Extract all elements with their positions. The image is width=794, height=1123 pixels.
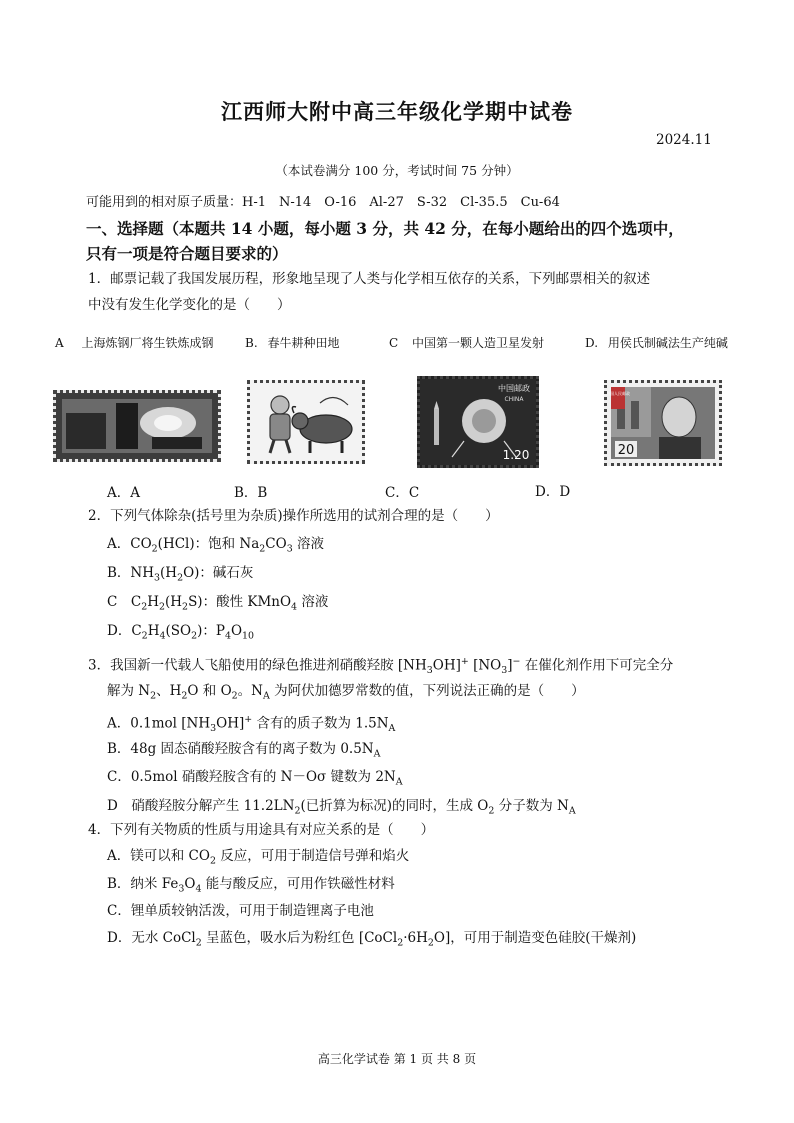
q4-b-t2: O <box>184 876 196 892</box>
q3-l2-s2: 2 <box>181 690 188 702</box>
question-2-stem: 2．下列气体除杂(括号里为杂质)操作所选用的试剂合理的是（ ） <box>88 508 499 524</box>
q4-d-label: D． <box>107 930 132 946</box>
stamp-caption-c-text: 中国第一颗人造卫星发射 <box>412 336 545 350</box>
q4-d-t4: O]，可用于制造变色硅胶(干燥剂) <box>433 930 637 946</box>
q4-b-t1: 纳米 Fe <box>130 876 179 892</box>
q3-d-label: D <box>107 798 132 814</box>
q3-l1-t3: [NO <box>468 657 502 674</box>
q2-b-s1: 3 <box>154 572 161 584</box>
stamp-caption-a-text: 上海炼钢厂将生铁炼成钢 <box>81 336 214 350</box>
q4-d-s1: 2 <box>195 937 202 949</box>
q3-l1-t2: OH] <box>432 657 461 674</box>
q2-c-t4: S)：酸性 KMnO <box>188 594 292 610</box>
q2-d-t3: (SO <box>165 623 192 639</box>
page-footer: 高三化学试卷 第 1 页 共 8 页 <box>317 1052 477 1066</box>
stamp-caption-a-letter: A <box>55 336 64 350</box>
q4-b-s1: 3 <box>178 883 185 895</box>
stamp-ox-image <box>247 380 365 464</box>
exam-subtitle: （本试卷满分 100 分，考试时间 75 分钟） <box>275 163 519 178</box>
q3-a-t3: 含有的质子数为 1.5N <box>252 715 389 732</box>
stamp-caption-d-letter: D. <box>585 336 599 350</box>
q2-a-s3: 3 <box>286 543 293 555</box>
q2-d-t1: C <box>131 623 142 639</box>
q3-l1-t5: 在催化剂作用下可完全分 <box>520 657 674 674</box>
q3-l1-p1: + <box>460 656 469 667</box>
q4-d-s3: 2 <box>427 937 434 949</box>
q2-a-s1: 2 <box>151 543 158 555</box>
q4-b-label: B． <box>107 876 131 892</box>
q4-option-c <box>107 900 374 922</box>
q2-c-s3: 2 <box>182 601 189 613</box>
q3-a-s2: A <box>388 723 396 735</box>
question-1-line1: 1．邮票记载了我国发展历程，形象地呈现了人类与化学相互依存的关系，下列邮票相关的叙述 <box>88 271 651 287</box>
q2-a-t4: 溶液 <box>292 536 325 552</box>
q3-c-label: C． <box>107 769 131 785</box>
q2-option-a <box>107 533 324 561</box>
q3-l2-t5: 为阿伏加德罗常数的值，下列说法正确的是（ ） <box>269 683 585 699</box>
q3-option-a <box>107 709 395 740</box>
atomic-masses: 可能用到的相对原子质量：H-1 N-14 O-16 Al-27 S-32 Cl-35.5 Cu-64 <box>86 195 560 210</box>
q4-c-label: C． <box>107 903 131 919</box>
q4-option-a <box>107 845 409 873</box>
q3-l2-s1: 2 <box>150 690 157 702</box>
q2-option-d <box>107 620 254 648</box>
section-heading <box>86 216 684 266</box>
stamp-caption-d <box>585 334 728 351</box>
q3-d-t1: 硝酸羟胺分解产生 11.2LN <box>131 798 295 814</box>
q3-l2-t1: 解为 N <box>107 683 151 699</box>
stamp-caption-c <box>389 334 544 351</box>
q4-d-t1: 无水 CoCl <box>131 930 196 946</box>
q3-a-t1: 0.1mol [NH <box>130 715 211 732</box>
stamp-c-post-text: 中国邮政 <box>498 384 530 393</box>
q4-d-t2: 呈蓝色，吸水后为粉红色 [CoCl <box>201 930 398 946</box>
stamp-d-value-text: 20 <box>617 443 635 458</box>
q4-b-s2: 4 <box>195 883 202 895</box>
q2-c-t1: C <box>130 594 142 610</box>
q3-d-t3: 分子数为 N <box>494 798 569 814</box>
q4-d-s2: 2 <box>397 937 404 949</box>
q2-c-s4: 4 <box>291 601 298 613</box>
exam-title: 江西师大附中高三年级化学期中试卷 <box>221 99 573 124</box>
stamp-d-post-text: 中国人民邮政 <box>607 391 630 396</box>
q3-l1-t1: 3．我国新一代载人飞船使用的绿色推进剂硝酸羟胺 [NH <box>88 657 427 674</box>
q2-c-t5: 溶液 <box>297 594 329 610</box>
question-1 <box>88 266 650 318</box>
q2-d-s4: 4 <box>224 630 231 642</box>
stamp-caption-c-letter: C <box>389 336 399 350</box>
q3-b-t1: 48g 固态硝酸羟胺含有的离子数为 0.5N <box>130 741 374 757</box>
question-1-line2: 中没有发生化学变化的是（ ） <box>88 297 291 313</box>
q3-l1-s1: 3 <box>426 665 433 677</box>
q2-b-t1: NH <box>130 565 155 581</box>
q2-b-label: B． <box>107 565 131 581</box>
q3-b-label: B． <box>107 741 131 757</box>
q2-a-t3: CO <box>265 536 287 552</box>
q2-b-t3: O)：碱石灰 <box>183 565 254 581</box>
q3-a-t2: OH] <box>216 715 245 732</box>
q1-option-d: D．D <box>535 484 571 500</box>
q2-c-s1: 2 <box>141 601 148 613</box>
q2-d-s2: 4 <box>159 630 166 642</box>
q4-c-t1: 锂单质较钠活泼，可用于制造锂离子电池 <box>130 903 374 919</box>
q2-option-c <box>107 591 328 619</box>
q3-d-s1: 2 <box>294 805 301 817</box>
q3-l1-s2: 3 <box>501 665 508 677</box>
ox-farmer-illustration <box>250 383 362 461</box>
stamp-caption-a <box>55 334 214 351</box>
q2-a-t1: CO <box>130 536 152 552</box>
stamp-caption-b-text: 春牛耕种田地 <box>267 336 340 350</box>
q3-l2-t3: O 和 O <box>187 683 232 699</box>
q2-d-s1: 2 <box>141 630 148 642</box>
q2-d-t2: H <box>147 623 160 639</box>
stamp-satellite-image <box>417 376 539 468</box>
stamp-c-china-text: CHINA <box>504 396 524 403</box>
q2-b-s2: 2 <box>177 572 184 584</box>
q2-a-t2: (HCl)：饱和 Na <box>157 536 260 552</box>
steel-furnace-illustration <box>56 393 218 459</box>
q1-option-b: B．B <box>234 485 268 501</box>
satellite-illustration <box>420 379 536 465</box>
q4-a-s1: 2 <box>209 855 216 867</box>
section-heading-line2: 只有一项是符合题目要求的） <box>86 244 288 263</box>
q4-a-t1: 镁可以和 CO <box>130 848 210 864</box>
q3-l2-s3: 2 <box>231 690 238 702</box>
q3-l1-t4: ] <box>507 657 513 674</box>
question-3-line2 <box>107 678 585 710</box>
q2-option-b <box>107 562 253 590</box>
q2-c-label: C <box>107 594 131 610</box>
exam-date: 2024.11 <box>656 132 712 148</box>
q3-b-s1: A <box>373 748 381 760</box>
q2-d-label: D． <box>107 623 132 639</box>
q2-c-t2: H <box>147 594 159 610</box>
stamp-c-value-text: 1.20 <box>502 448 530 462</box>
q3-a-s1: 3 <box>210 723 217 735</box>
q3-l1-p2: − <box>512 656 521 667</box>
stamp-steel-image <box>53 390 221 462</box>
q2-b-t2: (H <box>160 565 178 581</box>
q2-d-s5: 10 <box>242 630 255 642</box>
hou-portrait-illustration <box>607 383 719 463</box>
q3-d-s3: A <box>568 805 576 817</box>
stamp-caption-b-letter: B. <box>245 336 258 350</box>
q2-a-s2: 2 <box>259 543 266 555</box>
q2-c-s2: 2 <box>158 601 165 613</box>
question-4-stem: 4．下列有关物质的性质与用途具有对应关系的是（ ） <box>88 822 435 838</box>
q4-option-d <box>107 927 636 955</box>
q3-l2-s4: A <box>262 690 270 702</box>
q3-d-t2: (已折算为标况)的同时，生成 O <box>300 798 489 814</box>
section-heading-line1: 一、选择题（本题共 14 小题，每小题 3 分，共 42 分，在每小题给出的四个选项中， <box>86 219 684 238</box>
q2-c-t3: (H <box>165 594 183 610</box>
q4-b-t3: 能与酸反应，可用作铁磁性材料 <box>201 876 395 892</box>
q4-a-t2: 反应，可用于制造信号弹和焰火 <box>215 848 410 864</box>
q2-a-label: A． <box>107 536 131 552</box>
q4-d-t3: ·6H <box>403 930 428 946</box>
stamp-caption-d-text: 用侯氏制碱法生产纯碱 <box>607 336 728 350</box>
q3-option-c <box>107 766 403 794</box>
q4-a-label: A． <box>107 848 131 864</box>
q1-option-c: C．C <box>385 485 420 501</box>
q2-d-s3: 2 <box>191 630 198 642</box>
stamp-hou-image <box>604 380 722 466</box>
stamp-caption-b <box>245 334 339 351</box>
q4-option-b <box>107 873 395 901</box>
q3-a-p1: + <box>244 714 253 725</box>
q3-l2-t4: 。N <box>237 683 263 699</box>
q1-option-a: A．A <box>107 485 140 501</box>
q3-a-label: A． <box>107 715 131 732</box>
q3-c-s1: A <box>395 776 403 788</box>
q3-option-b <box>107 738 380 766</box>
q2-d-t5: O <box>230 623 243 639</box>
q3-d-s2: 2 <box>488 805 495 817</box>
q3-l2-t2: 、H <box>156 683 182 699</box>
q3-c-t1: 0.5mol 硝酸羟胺含有的 N－Oσ 键数为 2N <box>130 769 396 785</box>
q2-d-t4: )：P <box>197 623 225 639</box>
